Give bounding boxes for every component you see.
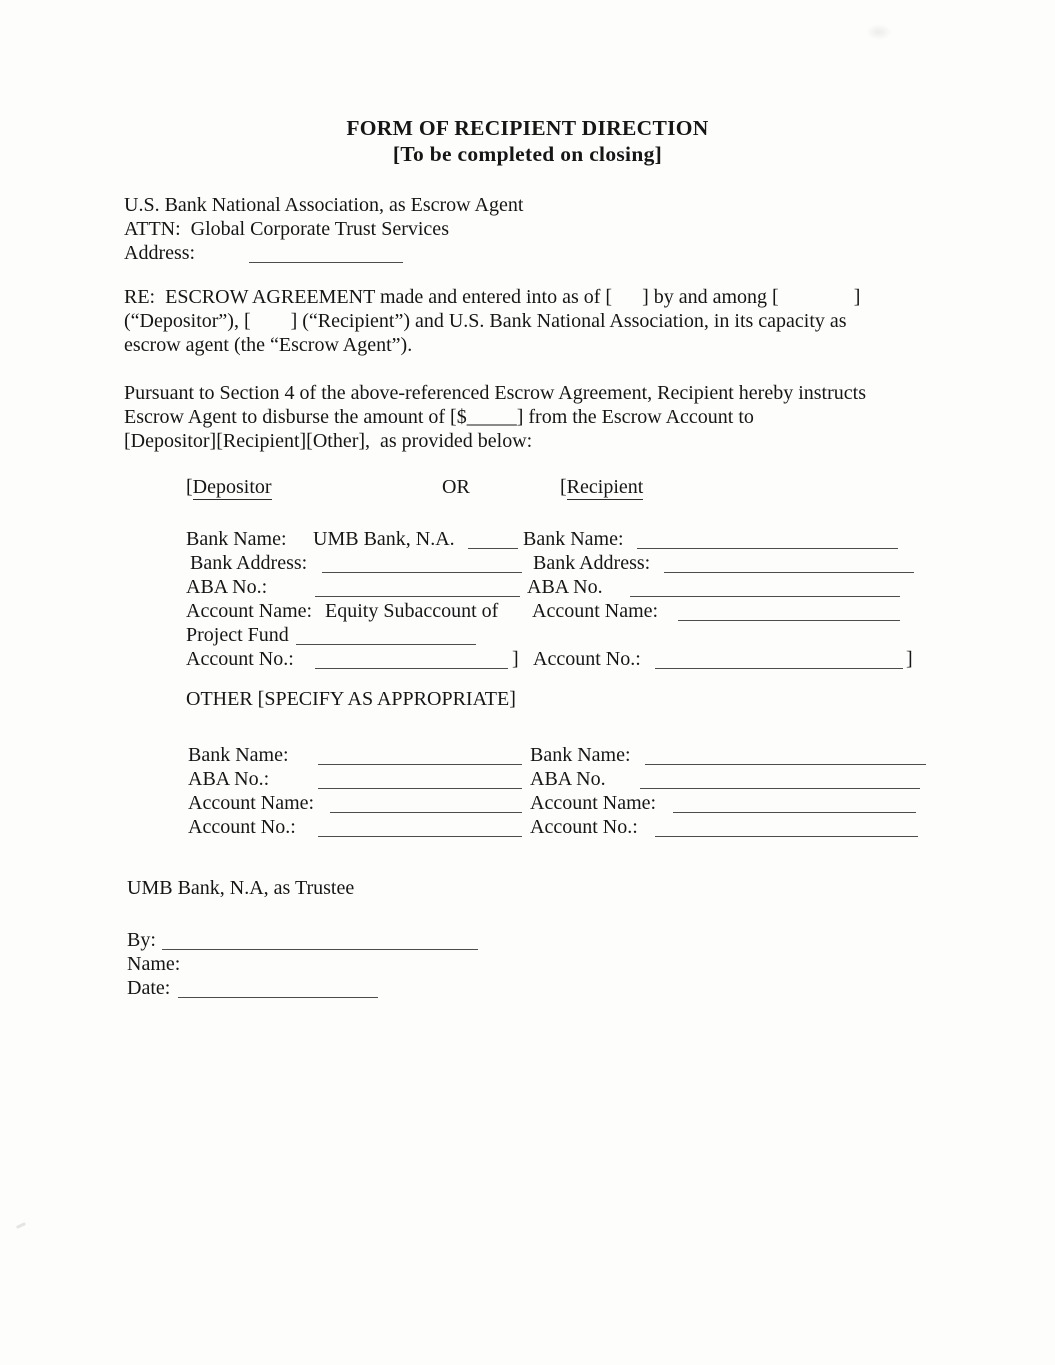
- recipient-bank-address-blank-line: [664, 572, 914, 573]
- recipient-bank-name-label: Bank Name:: [523, 528, 624, 550]
- other-left-account-name-blank-line: [330, 812, 522, 813]
- recipient-column-heading: [560, 475, 643, 499]
- depositor-column-heading: [186, 475, 272, 499]
- document-title: FORM OF RECIPIENT DIRECTION: [346, 116, 709, 140]
- re-paragraph-line: escrow agent (the “Escrow Agent”).: [124, 334, 413, 356]
- depositor-bank-address-blank-line: [322, 572, 522, 573]
- recipient-aba-blank-line: [630, 596, 900, 597]
- other-left-aba-blank-line: [318, 788, 522, 789]
- depositor-bank-address-label: Bank Address:: [190, 552, 308, 574]
- other-right-aba-blank-line: [640, 788, 920, 789]
- depositor-account-name-value: Equity Subaccount of: [325, 600, 499, 622]
- recipient-bank-name-blank-line: [637, 548, 898, 549]
- depositor-aba-blank-line: [315, 596, 520, 597]
- depositor-aba-label: ABA No.:: [186, 576, 268, 598]
- recipient-account-name-label: Account Name:: [532, 600, 659, 622]
- attn-line: ATTN: Global Corporate Trust Services: [124, 218, 449, 240]
- recipient-heading-text: Recipient: [566, 476, 644, 498]
- name-label: Name:: [127, 953, 181, 975]
- trustee-entity-line: UMB Bank, N.A, as Trustee: [127, 877, 355, 899]
- other-right-aba-label: ABA No.: [530, 768, 606, 790]
- other-right-account-name-blank-line: [673, 812, 916, 813]
- open-bracket: [: [560, 476, 567, 498]
- depositor-account-name-label: Account Name:: [186, 600, 313, 622]
- recipient-bank-address-label: Bank Address:: [533, 552, 651, 574]
- scan-artifact: [866, 24, 892, 40]
- other-right-account-no-blank-line: [655, 836, 918, 837]
- other-right-account-name-label: Account Name:: [530, 792, 657, 814]
- depositor-bank-name-value: UMB Bank, N.A.: [313, 528, 455, 550]
- recipient-account-name-blank-line: [678, 620, 900, 621]
- depositor-bank-name-blank-line: [468, 548, 518, 549]
- other-left-bank-name-blank-line: [318, 764, 522, 765]
- other-left-bank-name-label: Bank Name:: [188, 744, 289, 766]
- by-signature-blank-line: [162, 949, 478, 950]
- recipient-aba-label: ABA No.: [527, 576, 603, 598]
- depositor-account-name-value-cont: Project Fund: [186, 624, 289, 646]
- other-right-bank-name-label: Bank Name:: [530, 744, 631, 766]
- scan-artifact: [16, 1222, 26, 1229]
- other-right-bank-name-blank-line: [645, 764, 926, 765]
- address-blank-line: [249, 262, 403, 263]
- depositor-bank-name-label: Bank Name:: [186, 528, 287, 550]
- document-subtitle: [To be completed on closing]: [392, 142, 663, 166]
- recipient-account-no-label: Account No.:: [533, 648, 641, 670]
- depositor-closing-bracket: ]: [512, 648, 519, 670]
- other-right-account-no-label: Account No.:: [530, 816, 638, 838]
- other-section-heading: OTHER [SPECIFY AS APPROPRIATE]: [186, 688, 516, 710]
- other-left-account-no-blank-line: [318, 836, 522, 837]
- by-label: By:: [127, 929, 156, 951]
- instruction-line: [Depositor][Recipient][Other], as provided below:: [124, 430, 533, 452]
- other-left-account-name-label: Account Name:: [188, 792, 315, 814]
- re-paragraph-line: (“Depositor”), [ ] (“Recipient”) and U.S. Bank National Association, in its capacity as: [124, 310, 847, 332]
- addressee-line: U.S. Bank National Association, as Escrow Agent: [124, 194, 524, 216]
- other-left-account-no-label: Account No.:: [188, 816, 296, 838]
- date-blank-line: [178, 997, 378, 998]
- date-label: Date:: [127, 977, 171, 999]
- address-label: Address:: [124, 242, 196, 264]
- re-paragraph-line: RE: ESCROW AGREEMENT made and entered into as of [ ] by and among [ ]: [124, 286, 861, 308]
- or-separator: OR: [442, 476, 470, 498]
- open-bracket: [: [186, 476, 193, 498]
- instruction-line: Escrow Agent to disburse the amount of [$_____] from the Escrow Account to: [124, 406, 754, 428]
- instruction-line: Pursuant to Section 4 of the above-referenced Escrow Agreement, Recipient hereby instructs: [124, 382, 866, 404]
- other-left-aba-label: ABA No.:: [188, 768, 270, 790]
- recipient-account-no-blank-line: [655, 668, 903, 669]
- depositor-heading-text: Depositor: [192, 476, 272, 498]
- recipient-closing-bracket: ]: [906, 648, 913, 670]
- depositor-account-no-label: Account No.:: [186, 648, 294, 670]
- depositor-account-name-blank-line: [296, 644, 476, 645]
- depositor-account-no-blank-line: [315, 668, 508, 669]
